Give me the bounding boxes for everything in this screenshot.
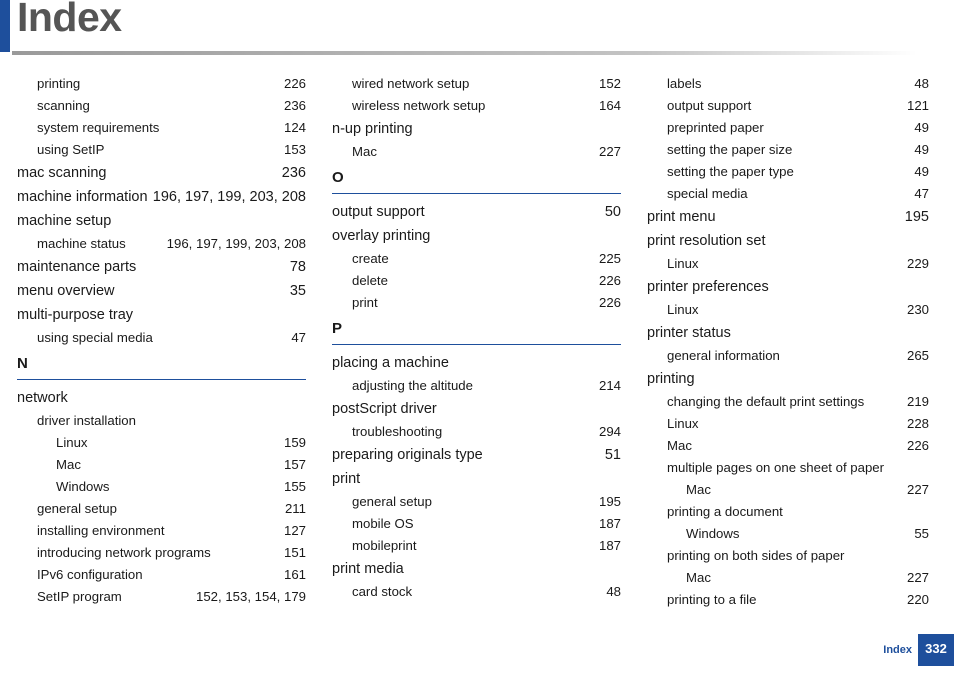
index-subentry xyxy=(647,457,929,479)
index-term: Linux xyxy=(56,435,88,450)
index-subentry xyxy=(647,391,929,413)
index-subentry xyxy=(647,523,929,545)
index-term: mobileprint xyxy=(352,538,417,553)
index-subentry xyxy=(647,501,929,523)
index-page-numbers[interactable]: 228 xyxy=(906,416,929,431)
index-subentry xyxy=(647,95,929,117)
index-term: machine information xyxy=(17,189,148,205)
index-term: Mac xyxy=(56,457,81,472)
index-subentry xyxy=(17,139,306,161)
index-term: printing xyxy=(647,371,695,387)
index-term: Mac xyxy=(667,438,692,453)
index-page-numbers[interactable]: 211 xyxy=(284,501,306,516)
index-term: scanning xyxy=(37,98,90,113)
index-entry xyxy=(17,279,306,303)
index-subentry xyxy=(332,292,621,314)
footer-section-label: Index xyxy=(883,644,912,656)
index-subentry xyxy=(17,410,306,432)
index-subentry xyxy=(17,564,306,586)
index-term: output support xyxy=(667,98,752,113)
index-term: installing environment xyxy=(37,523,165,538)
index-term: adjusting the altitude xyxy=(352,378,473,393)
index-page-numbers[interactable]: 196, 197, 199, 203, 208 xyxy=(166,236,306,251)
index-page-numbers[interactable]: 48 xyxy=(606,584,621,599)
index-page-numbers[interactable]: 155 xyxy=(283,479,306,494)
index-page-numbers[interactable]: 227 xyxy=(598,144,621,159)
index-subentry xyxy=(647,73,929,95)
index-term: print xyxy=(352,295,378,310)
index-entry xyxy=(647,229,929,253)
index-subentry xyxy=(332,421,621,443)
index-subentry xyxy=(17,95,306,117)
index-term: Mac xyxy=(686,570,711,585)
index-subentry xyxy=(332,535,621,557)
index-term: overlay printing xyxy=(332,228,431,244)
index-subentry xyxy=(17,233,306,255)
index-subentry xyxy=(17,432,306,454)
index-term: mobile OS xyxy=(352,516,414,531)
index-page-numbers[interactable]: 153 xyxy=(283,142,306,157)
index-column-2 xyxy=(332,73,621,603)
index-entry xyxy=(17,303,306,327)
index-entry xyxy=(17,185,306,209)
index-term: wired network setup xyxy=(352,76,470,91)
index-subentry xyxy=(17,498,306,520)
index-term: printing on both sides of paper xyxy=(667,548,845,563)
index-entry xyxy=(332,443,621,467)
index-term: using special media xyxy=(37,330,153,345)
index-term: wireless network setup xyxy=(352,98,486,113)
index-page-numbers[interactable]: 226 xyxy=(906,438,929,453)
index-entry xyxy=(17,255,306,279)
index-term: special media xyxy=(667,186,748,201)
index-subentry xyxy=(647,117,929,139)
index-term: printer preferences xyxy=(647,279,769,295)
index-entry xyxy=(647,367,929,391)
index-letter-heading: O xyxy=(332,165,621,194)
index-page-numbers[interactable]: 227 xyxy=(906,570,929,585)
index-page-numbers[interactable]: 236 xyxy=(283,98,306,113)
index-term: mac scanning xyxy=(17,165,107,181)
index-term: card stock xyxy=(352,584,413,599)
title-divider xyxy=(12,51,917,55)
index-term: Linux xyxy=(667,416,699,431)
index-page-numbers[interactable]: 265 xyxy=(906,348,929,363)
index-term: printing a document xyxy=(667,504,783,519)
index-term: printing to a file xyxy=(667,592,757,607)
index-page-numbers[interactable]: 187 xyxy=(598,538,621,553)
index-entry xyxy=(332,557,621,581)
index-page-numbers[interactable]: 195 xyxy=(904,209,929,225)
index-term: Windows xyxy=(56,479,110,494)
index-page-numbers[interactable]: 230 xyxy=(906,302,929,317)
header-accent-bar xyxy=(0,0,10,52)
index-term: setting the paper type xyxy=(667,164,794,179)
index-term: system requirements xyxy=(37,120,160,135)
index-subentry xyxy=(647,413,929,435)
index-page-numbers[interactable]: 49 xyxy=(914,120,929,135)
index-term: IPv6 configuration xyxy=(37,567,143,582)
index-subentry xyxy=(17,476,306,498)
index-page-numbers[interactable]: 225 xyxy=(598,251,621,266)
index-page-numbers[interactable]: 187 xyxy=(598,516,621,531)
index-term: using SetIP xyxy=(37,142,105,157)
index-page-numbers[interactable]: 151 xyxy=(283,545,306,560)
page-number-badge: 332 xyxy=(918,634,954,666)
index-term: changing the default print settings xyxy=(667,394,865,409)
index-entry xyxy=(17,209,306,233)
index-subentry xyxy=(17,586,306,608)
index-subentry xyxy=(647,161,929,183)
index-entry xyxy=(17,161,306,185)
index-page-numbers[interactable]: 121 xyxy=(906,98,929,113)
index-page-numbers[interactable]: 124 xyxy=(283,120,306,135)
index-page-numbers[interactable]: 226 xyxy=(598,273,621,288)
index-entry xyxy=(332,351,621,375)
index-subentry xyxy=(332,248,621,270)
index-term: menu overview xyxy=(17,283,115,299)
index-subentry xyxy=(17,520,306,542)
index-page-numbers[interactable]: 152 xyxy=(598,76,621,91)
index-page-numbers[interactable]: 227 xyxy=(906,482,929,497)
index-entry xyxy=(332,224,621,248)
index-page-numbers[interactable]: 164 xyxy=(598,98,621,113)
index-page-numbers[interactable]: 78 xyxy=(289,259,306,275)
index-term: general setup xyxy=(37,501,117,516)
index-term: machine setup xyxy=(17,213,112,229)
index-term: preprinted paper xyxy=(667,120,764,135)
index-page-numbers[interactable]: 157 xyxy=(283,457,306,472)
index-subentry xyxy=(647,183,929,205)
index-letter-heading: N xyxy=(17,351,306,380)
index-subentry xyxy=(332,73,621,95)
index-term: Windows xyxy=(686,526,740,541)
index-subentry xyxy=(17,117,306,139)
index-page-numbers[interactable]: 49 xyxy=(914,164,929,179)
index-term: preparing originals type xyxy=(332,447,483,463)
index-page-numbers[interactable]: 49 xyxy=(914,142,929,157)
index-subentry xyxy=(647,435,929,457)
index-term: print xyxy=(332,471,361,487)
index-term: delete xyxy=(352,273,388,288)
index-page-numbers[interactable]: 226 xyxy=(598,295,621,310)
index-page-numbers[interactable]: 159 xyxy=(283,435,306,450)
index-term: printer status xyxy=(647,325,731,341)
index-term: Mac xyxy=(686,482,711,497)
index-subentry xyxy=(332,270,621,292)
index-subentry xyxy=(647,589,929,611)
index-subentry xyxy=(647,253,929,275)
index-term: printing xyxy=(37,76,81,91)
index-term: introducing network programs xyxy=(37,545,211,560)
index-term: print resolution set xyxy=(647,233,766,249)
index-page-numbers[interactable]: 195 xyxy=(598,494,621,509)
index-page-numbers[interactable]: 152, 153, 154, 179 xyxy=(196,589,306,604)
index-entry xyxy=(332,117,621,141)
index-subentry xyxy=(332,513,621,535)
index-page-numbers[interactable]: 214 xyxy=(598,378,621,393)
index-page-numbers[interactable]: 55 xyxy=(914,526,929,541)
index-term: multiple pages on one sheet of paper xyxy=(667,460,885,475)
index-subentry xyxy=(17,73,306,95)
index-entry xyxy=(647,321,929,345)
index-subentry xyxy=(647,139,929,161)
index-page-numbers[interactable]: 236 xyxy=(281,165,306,181)
index-subentry xyxy=(332,375,621,397)
index-subentry xyxy=(17,454,306,476)
index-letter-heading: P xyxy=(332,316,621,345)
index-page-numbers[interactable]: 220 xyxy=(906,592,929,607)
index-subentry xyxy=(332,491,621,513)
index-term: postScript driver xyxy=(332,401,437,417)
index-page-numbers[interactable]: 294 xyxy=(598,424,621,439)
index-term: driver installation xyxy=(37,413,136,428)
index-page-numbers[interactable]: 219 xyxy=(906,394,929,409)
index-term: SetIP program xyxy=(37,589,122,604)
index-term: Mac xyxy=(352,144,377,159)
index-page-numbers[interactable]: 226 xyxy=(283,76,306,91)
index-page-numbers[interactable]: 161 xyxy=(283,567,306,582)
index-term: network xyxy=(17,390,68,406)
index-term: troubleshooting xyxy=(352,424,443,439)
index-term: general information xyxy=(667,348,780,363)
index-entry xyxy=(647,205,929,229)
index-entry xyxy=(332,397,621,421)
index-subentry xyxy=(647,299,929,321)
index-term: labels xyxy=(667,76,702,91)
index-term: create xyxy=(352,251,389,266)
index-column-3 xyxy=(647,73,929,611)
index-page-numbers[interactable]: 50 xyxy=(604,204,621,220)
index-page-numbers[interactable]: 127 xyxy=(283,523,306,538)
index-page-numbers[interactable]: 48 xyxy=(914,76,929,91)
index-page-numbers[interactable]: 196, 197, 199, 203, 208 xyxy=(152,189,306,205)
index-term: output support xyxy=(332,204,425,220)
index-term: machine status xyxy=(37,236,126,251)
index-subentry xyxy=(332,141,621,163)
index-page-numbers[interactable]: 51 xyxy=(604,447,621,463)
index-column-1 xyxy=(17,73,306,608)
index-term: n-up printing xyxy=(332,121,413,137)
index-subentry xyxy=(647,345,929,367)
index-subentry xyxy=(647,479,929,501)
index-term: Linux xyxy=(667,302,699,317)
index-subentry xyxy=(332,95,621,117)
index-term: Linux xyxy=(667,256,699,271)
index-entry xyxy=(647,275,929,299)
index-term: maintenance parts xyxy=(17,259,137,275)
index-entry xyxy=(332,200,621,224)
index-term: setting the paper size xyxy=(667,142,793,157)
index-entry xyxy=(17,386,306,410)
index-page-numbers[interactable]: 35 xyxy=(289,283,306,299)
index-term: general setup xyxy=(352,494,432,509)
index-subentry xyxy=(647,567,929,589)
page-title: Index xyxy=(17,0,122,40)
index-term: print media xyxy=(332,561,404,577)
index-subentry xyxy=(17,542,306,564)
index-term: print menu xyxy=(647,209,716,225)
index-page-numbers[interactable]: 47 xyxy=(914,186,929,201)
index-subentry xyxy=(332,581,621,603)
index-subentry xyxy=(17,327,306,349)
index-subentry xyxy=(647,545,929,567)
index-term: multi-purpose tray xyxy=(17,307,134,323)
index-entry xyxy=(332,467,621,491)
index-page-numbers[interactable]: 229 xyxy=(906,256,929,271)
index-term: placing a machine xyxy=(332,355,449,371)
index-page-numbers[interactable]: 47 xyxy=(291,330,306,345)
